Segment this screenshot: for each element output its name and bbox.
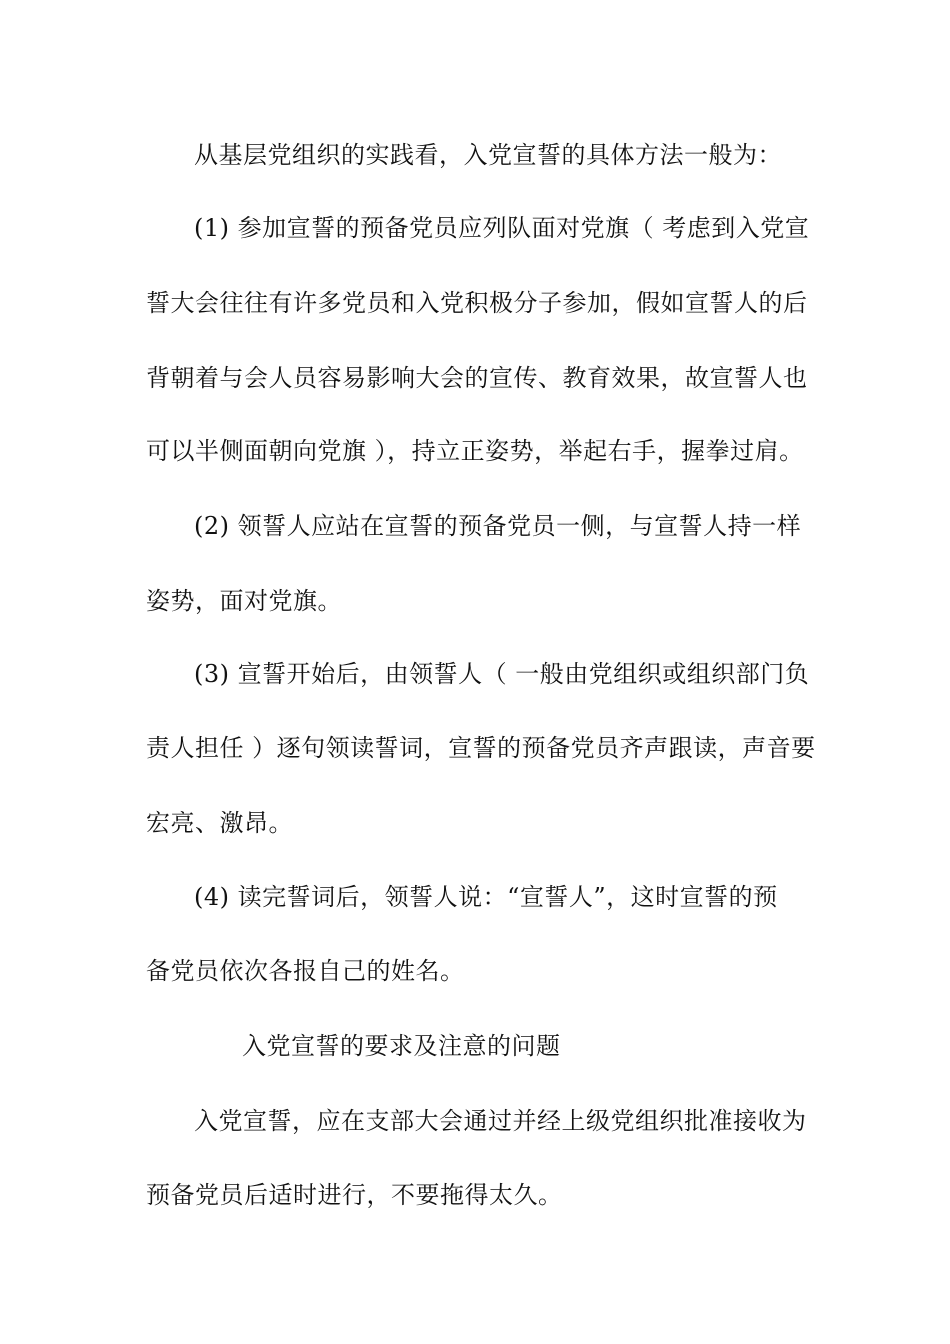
item-1-line-4: 可以半侧面朝向党旗 ），持立正姿势，举起右手，握拳过肩。 [146,437,804,465]
paragraph-final-line-2: 预备党员后适时进行，不要拖得太久。 [146,1181,563,1209]
section-heading: 入党宣誓的要求及注意的问题 [242,1032,561,1060]
item-2-line-2: 姿势，面对党旗。 [146,587,342,615]
item-2-line-1: (2) 领誓人应站在宣誓的预备党员一侧，与宣誓人持一样 [194,512,802,540]
item-3-line-2: 责人担任 ）逐句领读誓词，宣誓的预备党员齐声跟读，声音要 [146,734,816,762]
paragraph-final-line-1: 入党宣誓，应在支部大会通过并经上级党组织批准接收为 [194,1107,807,1135]
item-4-line-2: 备党员依次各报自己的姓名。 [146,957,465,985]
item-1-line-3: 背朝着与会人员容易影响大会的宣传、教育效果，故宣誓人也 [146,364,808,392]
item-3-line-1: (3) 宣誓开始后，由领誓人（ 一般由党组织或组织部门负 [194,660,810,688]
item-3-line-3: 宏亮、激昂。 [146,809,293,837]
paragraph-intro-line: 从基层党组织的实践看，入党宣誓的具体方法一般为： [194,141,782,169]
item-4-line-1: (4) 读完誓词后，领誓人说：“宣誓人”，这时宣誓的预 [194,883,778,911]
item-1-line-1: (1) 参加宣誓的预备党员应列队面对党旗（ 考虑到入党宣 [194,214,810,242]
item-1-line-2: 誓大会往往有许多党员和入党积极分子参加，假如宣誓人的后 [146,289,808,317]
